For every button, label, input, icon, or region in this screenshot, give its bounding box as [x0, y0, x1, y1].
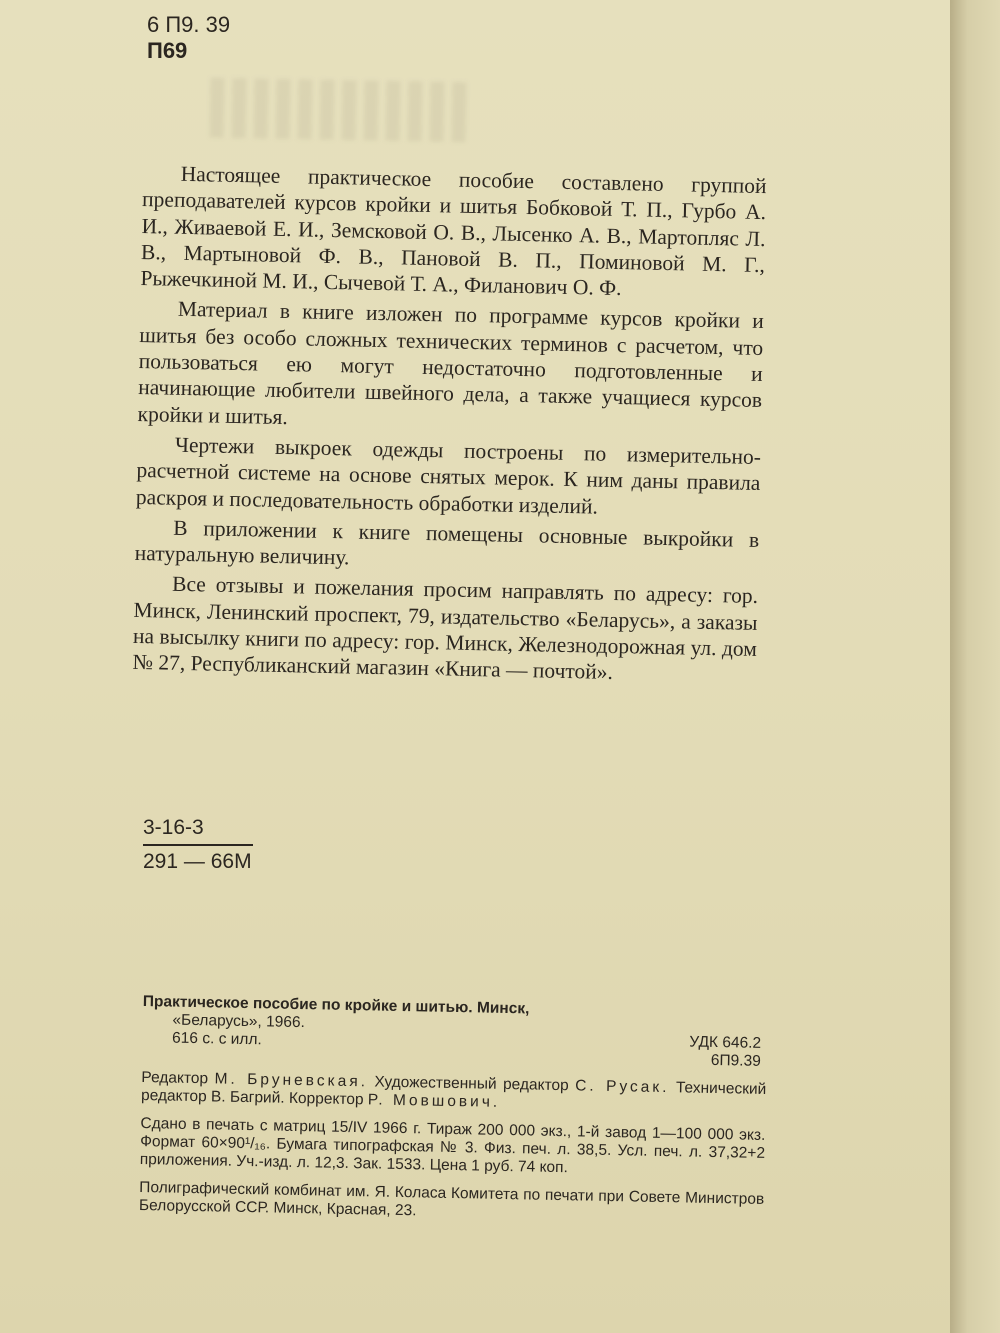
- bibliographic-title: Практическое пособие по кройке и шитью. Минск,: [142, 993, 530, 1018]
- classification-code: 6 П9. 39: [147, 12, 231, 37]
- annotation-paragraph: Чертежи выкроек одежды построены по измерительно-расчетной системе на основе снятых мерок. К ним даны правила раскроя и последовательность обработки изделий.: [135, 432, 762, 519]
- bibliographic-publisher: «Беларусь», 1966.: [172, 1011, 306, 1032]
- catalog-code: П69: [147, 38, 188, 63]
- print-info: Сдано в печать с матриц 15/IV 1966 г. Тираж 200 000 экз., 1-й завод 1—100 000 экз. Формат 60×90¹/₁₆. Бумага типографская № 3. Физ. печ. л. 38,5. Усл. печ. л. 37,32+2 приложения. Уч.-изд. л. 12,3. Зак. 1533. Цена 1 руб. 74 коп.: [139, 1114, 766, 1177]
- next-page-edge: [950, 0, 1000, 1333]
- annotation-paragraph: В приложении к книге помещены основные выкройки в натуральную величину.: [134, 515, 760, 570]
- annotation-paragraph: Настоящее практическое пособие составлено группой преподавателей курсов кройки и шитья Бобковой Т. П., Гурбо А. И., Живаевой Е. И., Земсковой О. В., Лысенко А. В., Мартопляс Л. В., Мартыновой Ф. В., Пановой В. П., Поминовой М. Г., Рыжечкиной М. И., Сычевой Т. А., Филанович О. Ф.: [140, 161, 767, 301]
- bibliographic-pages: 616 с. с илл.: [171, 1029, 262, 1049]
- art-editor-label: Художественный редактор: [374, 1073, 569, 1095]
- bbk-code: 6П9.39: [710, 1051, 761, 1070]
- udk-code-block: [689, 1033, 761, 1070]
- credits: [141, 1069, 767, 1117]
- udk-code: УДК 646.2: [689, 1033, 762, 1052]
- editor-label: Редактор: [141, 1068, 209, 1088]
- annotation-paragraph: Все отзывы и пожелания просим направлять по адресу: гор. Минск, Ленинский проспект, 79, издательство «Беларусь», а заказы на высылку книги по адресу: гор. Минск, Железнодорожная ул. дом № 27, Республиканский магазин «Книга — почтой».: [132, 572, 759, 685]
- tech-editor: Технический редактор В. Багрий.: [140, 1079, 767, 1107]
- fraction-denominator: 291 — 66М: [143, 850, 252, 873]
- corrector-name: Р. Мовшович.: [367, 1091, 501, 1111]
- art-editor-name: С. Русак.: [574, 1077, 670, 1097]
- corrector-label: Корректор: [288, 1089, 364, 1109]
- editor-name: М. Бруневская.: [214, 1070, 369, 1091]
- annotation-paragraph: Материал в книге изложен по программе курсов кройки и шитья без особо сложных технических терминов с расчетом, что пользоваться ею могут недостаточно подготовленные и начинающие любители швейного дела, а также учащиеся курсов кройки и шитья.: [137, 297, 765, 429]
- imprint-block: [139, 993, 768, 1227]
- annotation-text: [132, 160, 767, 693]
- bleed-through-shadow: [209, 78, 470, 143]
- printer-info: Полиграфический комбинат им. Я. Коласа Комитета по печати при Совете Министров Белорусской ССР. Минск, Красная, 23.: [138, 1178, 765, 1220]
- publisher-code-fraction: [143, 816, 253, 874]
- fraction-numerator: 3-16-3: [143, 816, 253, 846]
